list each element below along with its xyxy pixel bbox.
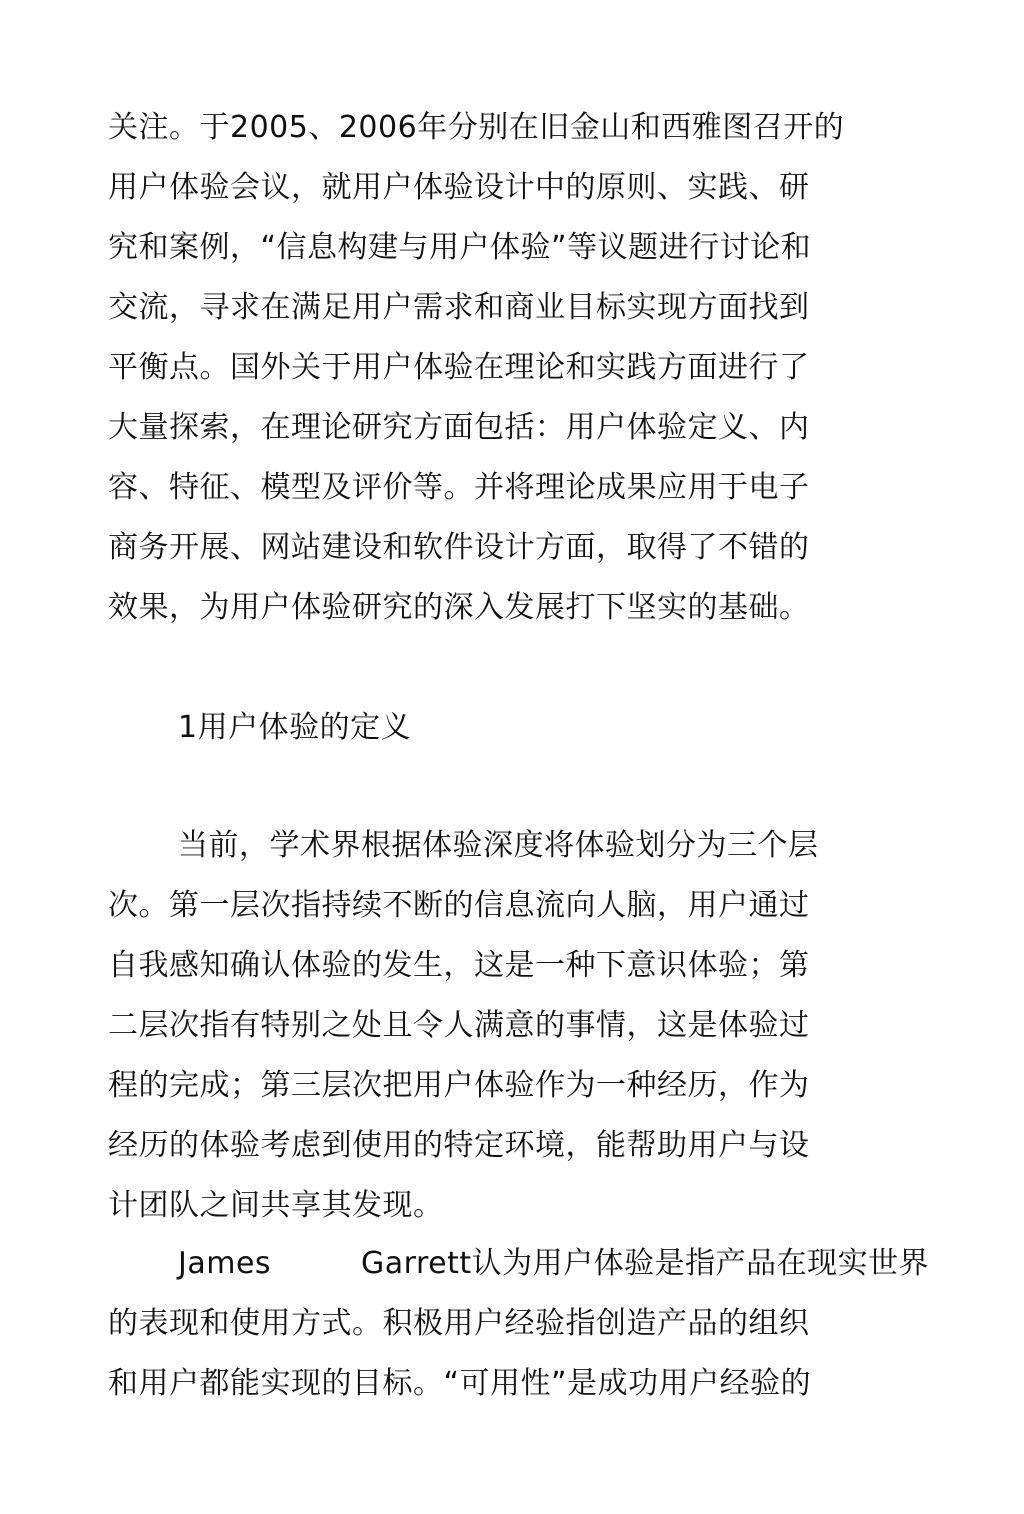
section-heading: 1用户体验的定义 <box>178 710 412 745</box>
paragraph-3-line-1 <box>178 1244 929 1284</box>
paragraph-3-line-1-rest: Garrett认为用户体验是指产品在现实世界 <box>361 1246 930 1281</box>
paragraph-3-line-3: 和用户都能实现的目标。“可用性”是成功用户经验的 <box>108 1366 812 1401</box>
paragraph-2-line-2: 次。第一层次指持续不断的信息流向人脑，用户通过 <box>108 888 810 923</box>
paragraph-2-line-7: 计团队之间共享其发现。 <box>108 1188 444 1223</box>
paragraph-1-line-5: 平衡点。国外关于用户体验在理论和实践方面进行了 <box>108 350 810 385</box>
paragraph-1-line-1: 关注。于2005、2006年分别在旧金山和西雅图召开的 <box>108 110 845 145</box>
paragraph-1-line-8: 商务开展、网站建设和软件设计方面，取得了不错的 <box>108 530 810 565</box>
paragraph-2-line-1: 当前，学术界根据体验深度将体验划分为三个层 <box>178 828 819 863</box>
author-first-name: James <box>178 1246 272 1281</box>
paragraph-1-line-7: 容、特征、模型及评价等。并将理论成果应用于电子 <box>108 470 810 505</box>
paragraph-1-line-3: 究和案例，“信息构建与用户体验”等议题进行讨论和 <box>108 230 812 265</box>
paragraph-2-line-6: 经历的体验考虑到使用的特定环境，能帮助用户与设 <box>108 1128 810 1163</box>
paragraph-3-line-2: 的表现和使用方式。积极用户经验指创造产品的组织 <box>108 1306 810 1341</box>
paragraph-1-line-6: 大量探索，在理论研究方面包括：用户体验定义、内 <box>108 410 810 445</box>
paragraph-2-line-3: 自我感知确认体验的发生，这是一种下意识体验；第 <box>108 948 810 983</box>
paragraph-1-line-2: 用户体验会议，就用户体验设计中的原则、实践、研 <box>108 170 810 205</box>
paragraph-2-line-5: 程的完成；第三层次把用户体验作为一种经历，作为 <box>108 1068 810 1103</box>
paragraph-1-line-9: 效果，为用户体验研究的深入发展打下坚实的基础。 <box>108 590 810 625</box>
paragraph-2-line-4: 二层次指有特别之处且令人满意的事情，这是体验过 <box>108 1008 810 1043</box>
paragraph-1-line-4: 交流，寻求在满足用户需求和商业目标实现方面找到 <box>108 290 810 325</box>
